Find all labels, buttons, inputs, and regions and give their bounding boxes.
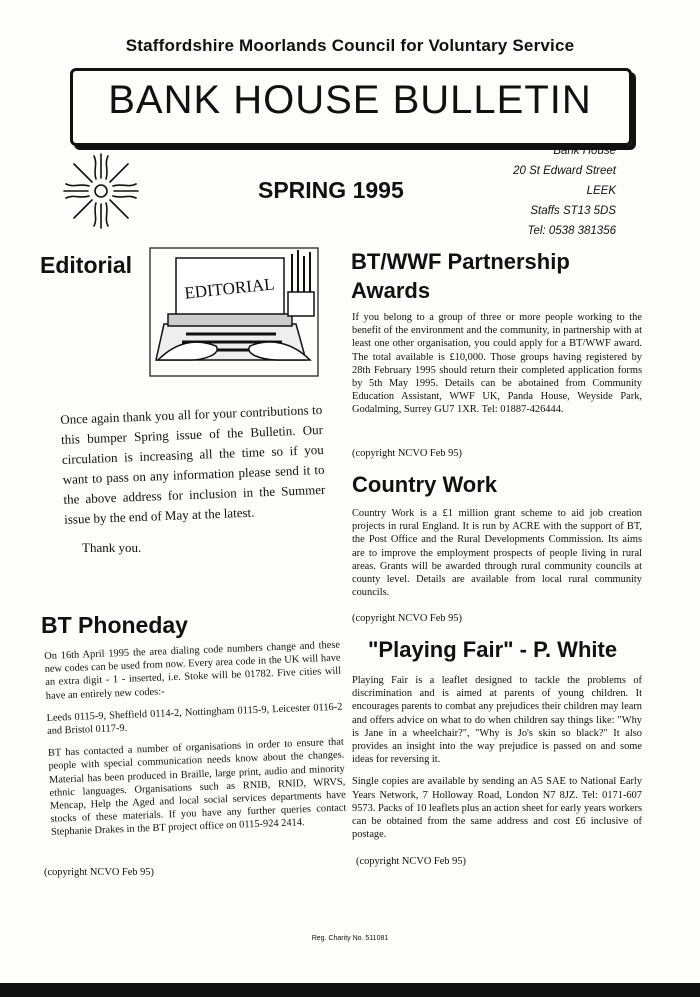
fair-copyright: (copyright NCVO Feb 95) [356,856,466,867]
wwf-body-block [352,311,642,417]
bulletin-title: BANK HOUSE BULLETIN [108,78,592,122]
wwf-body: If you belong to a group of three or more people working to the benefit of the environment and the community, in partnership with at least one other organisation, you could apply for a BT/WWF award. The total available is £10,000. Those groups having registered by 28th February 1995 should return their completed application forms by 5th May 1995. Details can be abotained from Community Education Assistant, WWF UK, Panda House, Weyside Park, Godalming, Surrey GU7 1XR. Tel: 01887-426444. [352,312,642,416]
address-line: Staffs ST13 5DS [530,205,616,217]
issue-title: SPRING 1995 [258,177,404,203]
wwf-heading [351,247,570,305]
editorial-signoff: Thank you. [82,540,142,555]
country-body-block [352,507,642,599]
fair-para-2: Single copies are available by sending an A5 SAE to National Early Years Network, 7 Holloway Road, London N7 8JZ. Tel: 0171-607 9573. Packs of 10 leaflets plus an action sheet for early years workers can be obtained from the same address and cost £6 inclusive of postage. [352,776,642,841]
sunburst-logo-icon [60,150,142,232]
address-line: 20 St Edward Street [513,165,616,177]
country-body: Country Work is a £1 million grant scheme to aid job creation projects in rural England. It is run by ACRE with the support of BT, the Post Office and the Rural Developments Commission. Its aims are to improve the employment prospects of people living in rural areas. Grants will be awarded through rural community councils at county level. Details are available from local rural community councils. [352,508,642,599]
typewriter-illustration [146,242,322,380]
wwf-heading-line-2: Awards [351,278,431,303]
scan-edge-bar [0,983,700,997]
wwf-heading-line-1: BT/WWF Partnership [351,249,570,274]
phoneday-para-3: BT has contacted a number of organisations in order to ensure that people with special communication needs know about the changes. Material has been produced in Braille, large print, audio and minority ethnic languages. Organisations such as RNIB, RNID, WRVS, Mencap, Help the Aged and local social services departments have stocks of these materials. If you have any further queries contact Stephanie Drakes in the BT project office on 0115-924 2414. [47,736,347,839]
address-line: Bank House [553,145,616,157]
address-line: LEEK [586,185,616,197]
illustration-label: EDITORIAL [183,274,276,303]
phoneday-body-block [44,639,347,840]
phoneday-copyright: (copyright NCVO Feb 95) [44,867,154,878]
country-heading: Country Work [352,472,498,497]
fair-body-block [352,674,642,841]
editorial-body: Once again thank you all for your contributions to this bumper Spring issue of the Bulletin. Our circulation is increasing all the time so if you want to pass on any information please send it to the above address for inclusion in the Summer issue by the end of May at the latest. [60,401,326,527]
address-block [436,141,616,241]
council-name: Staffordshire Moorlands Council for Voluntary Service [125,36,575,55]
fair-para-1: Playing Fair is a leaflet designed to tackle the problems of discrimination and is aimed at parents of young children. It encourages parents to combat any prejudices their children may learn and offers advice on what to do when children say things like: "Why is Jane in a wheelchair?", "Why is Jo's skin so black?" It also provides an insight into the way prejudice is passed on and some ideas for reversing it. [352,675,642,766]
charity-number: Reg. Charity No. 511081 [311,935,389,942]
phoneday-heading: BT Phoneday [41,612,188,638]
editorial-heading: Editorial [40,252,133,278]
address-line: Tel: 0538 381356 [527,225,616,237]
country-copyright: (copyright NCVO Feb 95) [352,613,462,624]
phoneday-para-2: Leeds 0115-9, Sheffield 0114-2, Nottingham 0115-9, Leicester 0116-2 and Bristol 0117-9. [46,701,343,737]
wwf-copyright: (copyright NCVO Feb 95) [352,448,462,459]
phoneday-para-1: On 16th April 1995 the area dialing code numbers change and these new codes can be used from now. Every area code in the UK will have an extra digit - 1 - inserted, i.e. Stoke will be 01782. Five cities will have an entirely new codes:- [44,639,342,702]
editorial-body-block [60,400,326,530]
fair-heading: "Playing Fair" - P. White [368,637,618,662]
